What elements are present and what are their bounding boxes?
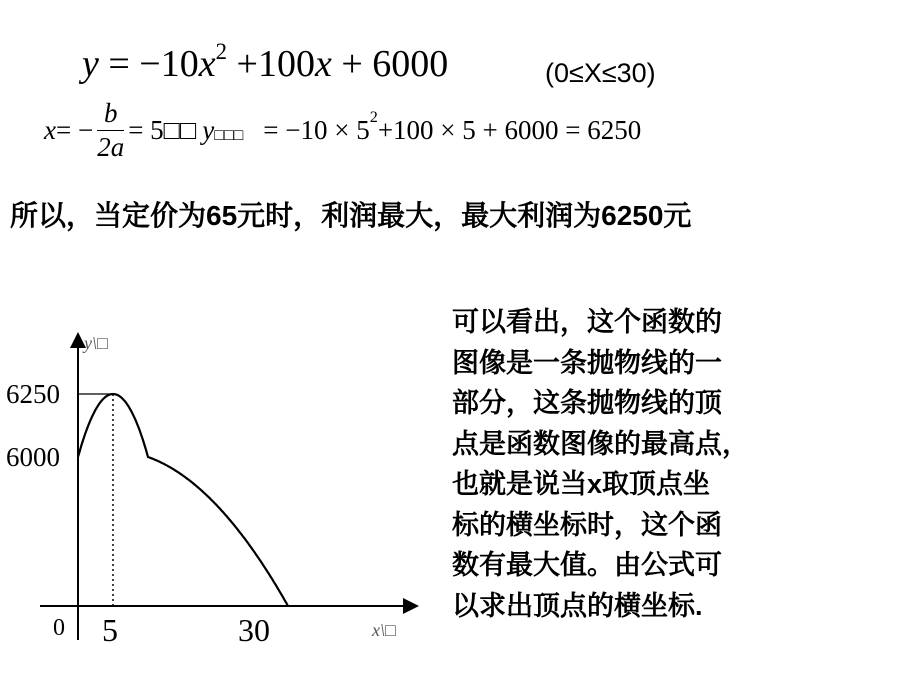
explanation-line: 也就是说当x取顶点坐 xyxy=(452,469,711,499)
vertex-part: +100 × 5 + 6000 = 6250 xyxy=(377,114,642,145)
x-tick-label-5: 5 xyxy=(102,612,118,648)
formula-x: x xyxy=(314,43,332,85)
vertex-x: x xyxy=(44,114,56,145)
explanation-line: 部分，这条抛物线的顶 xyxy=(452,388,722,418)
vertex-y: y xyxy=(202,114,215,145)
formula-part: +100 xyxy=(227,43,315,85)
parabola-chart xyxy=(0,330,440,670)
vertex-fraction xyxy=(97,99,124,161)
explanation-line: 以求出顶点的横坐标. xyxy=(452,590,703,621)
y-axis-label: y\□ xyxy=(84,333,108,353)
formula-part: = −10 xyxy=(98,43,199,85)
y-tick-label-6000: 6000 xyxy=(6,442,60,472)
x-axis-label: x\□ xyxy=(372,620,396,640)
fraction-denominator: 2a xyxy=(97,131,125,162)
explanation-paragraph xyxy=(452,302,749,626)
y-tick-label-6250: 6250 xyxy=(6,379,60,409)
formula-exponent: 2 xyxy=(215,38,228,64)
formula-part: + 6000 xyxy=(331,43,449,85)
explanation-line: 可以看出，这个函数的 xyxy=(452,307,722,337)
formula-y: y xyxy=(82,43,99,85)
vertex-part: = − xyxy=(55,114,94,145)
x-tick-label-30: 30 xyxy=(238,612,270,648)
fraction-numerator: b xyxy=(97,99,124,130)
vertex-formula xyxy=(44,90,641,170)
origin-label: 0 xyxy=(53,615,65,641)
explanation-line: 标的横坐标时，这个函 xyxy=(452,509,722,540)
vertex-part: = 5□□ xyxy=(128,114,197,145)
vertex-y-subscript: □□□ xyxy=(214,127,244,144)
formula-x: x xyxy=(198,43,216,85)
conclusion-text: 所以，当定价为65元时，利润最大，最大利润为6250元 xyxy=(10,200,692,231)
explanation-line: 数有最大值。由公式可 xyxy=(452,550,722,580)
vertex-part: = −10 × 5 xyxy=(263,114,370,145)
main-formula xyxy=(82,38,449,86)
vertex-exponent: 2 xyxy=(369,108,378,127)
explanation-line: 点是函数图像的最高点， xyxy=(452,428,749,459)
explanation-line: 图像是一条抛物线的一 xyxy=(452,347,722,378)
parabola-curve xyxy=(78,394,288,606)
domain-note: (0≤X≤30) xyxy=(545,58,656,88)
